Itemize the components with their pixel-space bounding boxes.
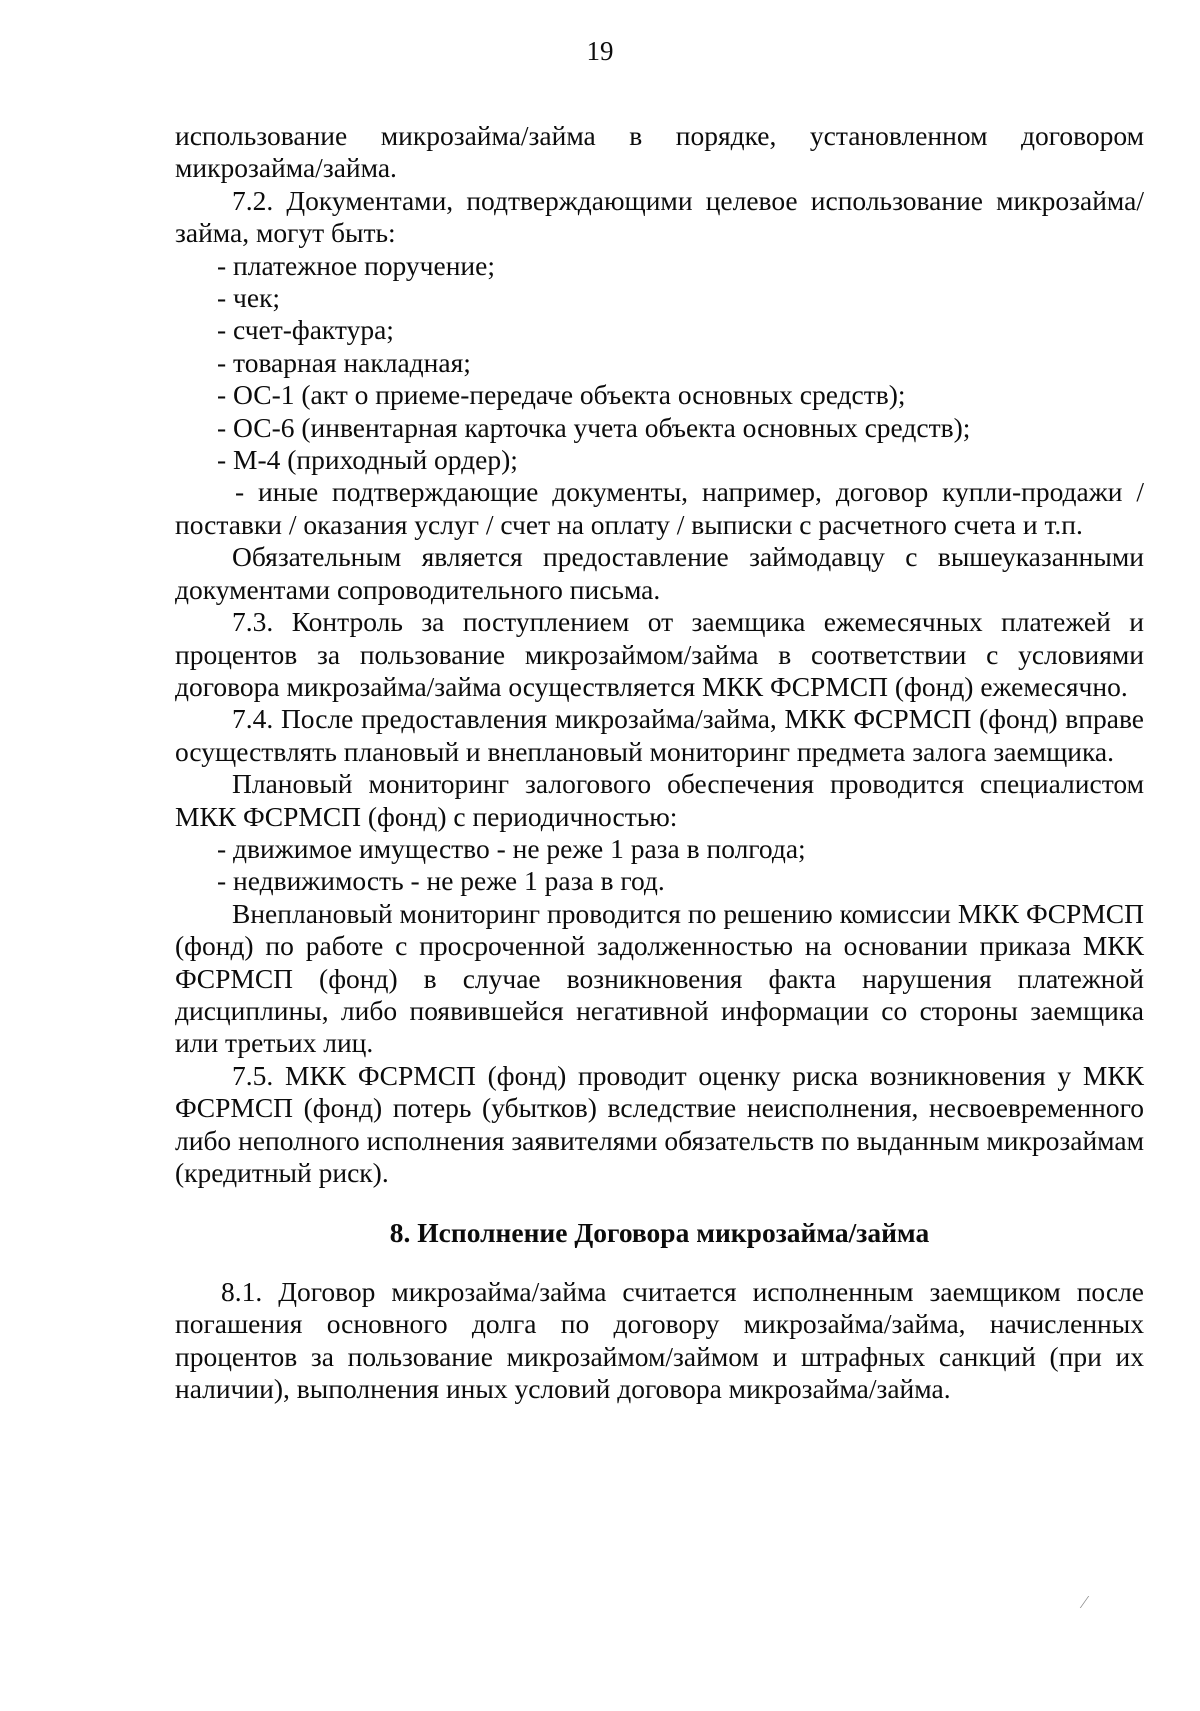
paragraph-8-1: 8.1. Договор микрозайма/займа считается исполненным заемщиком после погашения основного долга по договору микрозайма/займа, начисленных процентов за пользование микрозаймом/займом и штрафных санкций (при их наличии), выполнения иных условий договора микрозайма/займа. <box>175 1275 1144 1405</box>
list-item: - движимое имущество - не реже 1 раза в полгода; <box>217 832 806 864</box>
paragraph-planned-monitoring: Плановый мониторинг залогового обеспечения проводится специалистом МКК ФСРМСП (фонд) с периодичностью: <box>175 768 1144 832</box>
list-item: - товарная накладная; <box>217 346 471 378</box>
paragraph-unplanned-monitoring: Внеплановый мониторинг проводится по решению комиссии МКК ФСРМСП (фонд) по работе с просроченной задолженностью на основании приказа МКК ФСРМСП (фонд) в случае возникновения факта нарушения платежной дисциплины, либо появившейся негативной информации со стороны заемщика или третьих лиц. <box>175 897 1144 1059</box>
monitoring-list <box>175 833 1144 898</box>
section-8-heading: 8. Исполнение Договора микрозайма/займа <box>389 1217 930 1249</box>
paragraph-7-3: 7.3. Контроль за поступлением от заемщика ежемесячных платежей и процентов за пользование микрозаймом/займа в соответствии с условиями договора микрозайма/займа осуществляется МКК ФСРМСП (фонд) ежемесячно. <box>175 606 1144 702</box>
paragraph-7-4: 7.4. После предоставления микрозайма/займа, МКК ФСРМСП (фонд) вправе осуществлять плановый и внеплановый мониторинг предмета залога заемщика. <box>175 703 1144 767</box>
list-item: - платежное поручение; <box>217 249 495 281</box>
list-item: - ОС-6 (инвентарная карточка учета объекта основных средств); <box>217 411 971 443</box>
list-item: - недвижимость - не реже 1 раза в год. <box>217 865 665 897</box>
paragraph-mandatory-letter: Обязательным является предоставление займодавцу с вышеуказанными документами сопроводительного письма. <box>175 541 1144 605</box>
paragraph-continuation: использование микрозайма/займа в порядке, установленном договором микрозайма/займа. <box>175 120 1144 184</box>
page-number: 19 <box>586 36 614 66</box>
list-item: - чек; <box>217 282 281 314</box>
document-body <box>175 120 1144 1405</box>
list-item: - счет-фактура; <box>217 314 394 346</box>
list-item: - М-4 (приходный ордер); <box>217 444 518 476</box>
scan-speck: ⁄ <box>1083 1592 1087 1612</box>
paragraph-7-5: 7.5. МКК ФСРМСП (фонд) проводит оценку риска возникновения у МКК ФСРМСП (фонд) потерь (убытков) вследствие неисполнения, несвоевременного либо неполного исполнения заявителями обязательств по выданным микрозаймам (кредитный риск). <box>175 1059 1144 1188</box>
list-item-other-documents: - иные подтверждающие документы, например, договор купли-продажи / поставки / оказания услуг / счет на оплату / выписки с расчетного счета и т.п. <box>175 476 1144 540</box>
list-item: - ОС-1 (акт о приеме-передаче объекта основных средств); <box>217 379 906 411</box>
document-list <box>175 250 1144 477</box>
paragraph-7-2: 7.2. Документами, подтверждающими целевое использование микрозайма/займа, могут быть: <box>175 184 1144 249</box>
